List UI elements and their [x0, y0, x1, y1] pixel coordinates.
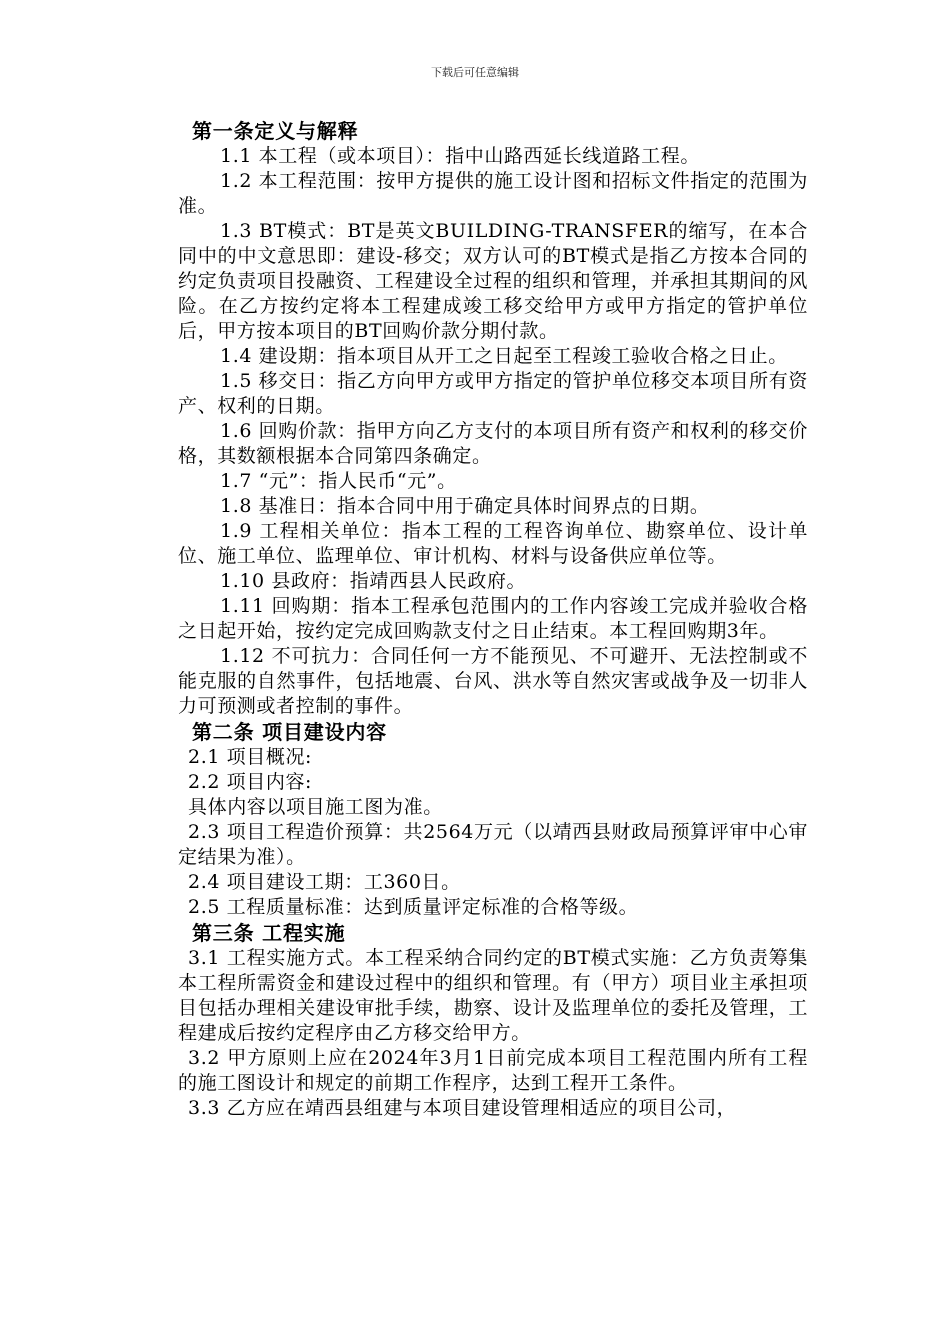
clause-paragraph: 1.4 建设期：指本项目从开工之日起至工程竣工验收合格之日止。: [220, 345, 788, 367]
clause-paragraph: 1.1 本工程（或本项目）：指中山路西延长线道路工程。: [220, 145, 700, 167]
clause-paragraph: 2.5 工程质量标准：达到质量评定标准的合格等级。: [188, 896, 639, 918]
clause-paragraph: 1.6 回购价款：指甲方向乙方支付的本项目所有资产和权利的移交价格，其数额根据本合同第四条确定。: [178, 420, 808, 467]
clause-paragraph: 1.7 “元”：指人民币“元”。: [220, 470, 457, 492]
clause-paragraph: 2.2 项目内容:: [188, 771, 313, 793]
clause-paragraph: 3.3 乙方应在靖西县组建与本项目建设管理相适应的项目公司，: [188, 1097, 737, 1119]
section-heading: 第三条 工程实施: [192, 921, 346, 945]
clause-paragraph: 1.5 移交日：指乙方向甲方或甲方指定的管护单位移交本项目所有资产、权利的日期。: [178, 370, 808, 417]
page-header-note: 下载后可任意编辑: [431, 66, 519, 79]
clause-paragraph: 1.2 本工程范围：按甲方提供的施工设计图和招标文件指定的范围为准。: [178, 170, 808, 217]
clause-paragraph: 2.1 项目概况:: [188, 746, 313, 768]
section-heading: 第一条定义与解释: [192, 119, 359, 143]
clause-paragraph: 2.3 项目工程造价预算：共2564万元（以靖西县财政局预算评审中心审定结果为准）。: [178, 821, 808, 868]
clause-paragraph: 3.1 工程实施方式。本工程采纳合同约定的BT模式实施：乙方负责筹集本工程所需资金和建设过程中的组织和管理。有（甲方）项目业主承担项目包括办理相关建设审批手续，勘察、设计及监理单位的委托及管理，工程建成后按约定程序由乙方移交给甲方。: [178, 947, 808, 1044]
clause-paragraph: 1.8 基准日：指本合同中用于确定具体时间界点的日期。: [220, 495, 710, 517]
document-body: [178, 118, 808, 1121]
clause-paragraph: 具体内容以项目施工图为准。: [188, 796, 443, 818]
clause-paragraph: 1.3 BT模式：BT是英文BUILDING-TRANSFER的缩写，在本合同中的中文意思即：建设-移交；双方认可的BT模式是指乙方按本合同的约定负责项目投融资、工程建设全过程的组织和管理，并承担其期间的风险。在乙方按约定将本工程建成竣工移交给甲方或甲方指定的管护单位后，甲方按本项目的BT回购价款分期付款。: [178, 220, 808, 342]
section-heading: 第二条 项目建设内容: [192, 720, 387, 744]
clause-paragraph: 1.9 工程相关单位：指本工程的工程咨询单位、勘察单位、设计单位、施工单位、监理单位、审计机构、材料与设备供应单位等。: [178, 520, 808, 567]
clause-paragraph: 1.12 不可抗力：合同任何一方不能预见、不可避开、无法控制或不能克服的自然事件，包括地震、台风、洪水等自然灾害或战争及一切非人力可预测或者控制的事件。: [178, 645, 808, 717]
clause-paragraph: 1.11 回购期：指本工程承包范围内的工作内容竣工完成并验收合格之日起开始，按约定完成回购款支付之日止结束。本工程回购期3年。: [178, 595, 808, 642]
clause-paragraph: 2.4 项目建设工期：工360日。: [188, 871, 461, 893]
clause-paragraph: 3.2 甲方原则上应在2024年3月1日前完成本项目工程范围内所有工程的施工图设计和规定的前期工作程序，达到工程开工条件。: [178, 1047, 808, 1094]
clause-paragraph: 1.10 县政府：指靖西县人民政府。: [220, 570, 527, 592]
